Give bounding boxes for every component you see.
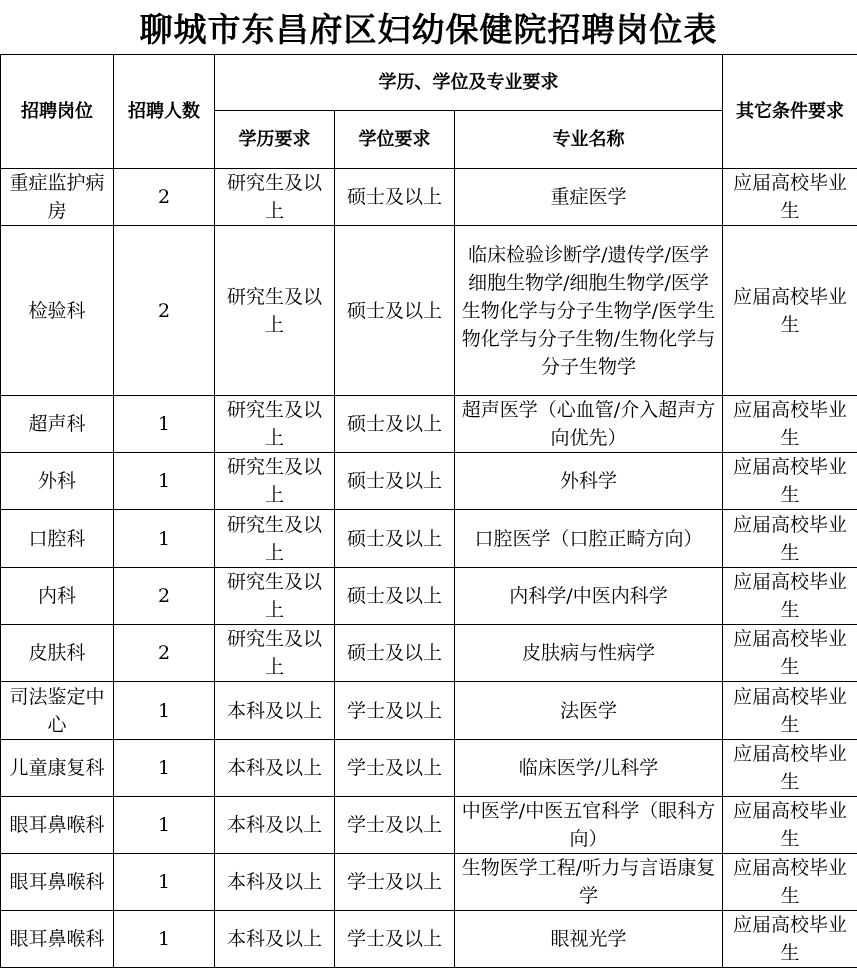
cell-other: 应届高校毕业生	[723, 169, 857, 226]
cell-major: 法医学	[455, 682, 723, 740]
cell-education: 研究生及以上	[215, 169, 335, 226]
cell-position: 口腔科	[1, 510, 114, 568]
table-row	[1, 625, 857, 682]
cell-education: 研究生及以上	[215, 510, 335, 568]
cell-degree: 硕士及以上	[335, 169, 455, 226]
cell-major: 超声医学（心血管/介入超声方向优先）	[455, 396, 723, 453]
cell-education: 研究生及以上	[215, 625, 335, 682]
table-body	[1, 169, 857, 968]
cell-count: 2	[114, 169, 215, 226]
header-count: 招聘人数	[114, 55, 215, 169]
cell-position: 眼耳鼻喉科	[1, 797, 114, 854]
table-row	[1, 226, 857, 396]
cell-count: 2	[114, 568, 215, 625]
cell-count: 1	[114, 740, 215, 797]
cell-other: 应届高校毕业生	[723, 226, 857, 396]
cell-degree: 硕士及以上	[335, 453, 455, 510]
cell-count: 2	[114, 226, 215, 396]
table-row	[1, 682, 857, 740]
cell-position: 儿童康复科	[1, 740, 114, 797]
cell-major: 口腔医学（口腔正畸方向）	[455, 510, 723, 568]
header-degree: 学位要求	[335, 111, 455, 169]
cell-major: 生物医学工程/听力与言语康复学	[455, 854, 723, 911]
cell-count: 2	[114, 625, 215, 682]
cell-degree: 硕士及以上	[335, 226, 455, 396]
table-row	[1, 568, 857, 625]
cell-major: 眼视光学	[455, 911, 723, 968]
cell-position: 眼耳鼻喉科	[1, 911, 114, 968]
cell-other: 应届高校毕业生	[723, 682, 857, 740]
cell-degree: 硕士及以上	[335, 625, 455, 682]
cell-count: 1	[114, 396, 215, 453]
header-requirements-group: 学历、学位及专业要求	[215, 55, 723, 111]
table-row	[1, 510, 857, 568]
cell-education: 本科及以上	[215, 911, 335, 968]
cell-education: 研究生及以上	[215, 568, 335, 625]
cell-degree: 硕士及以上	[335, 568, 455, 625]
cell-education: 研究生及以上	[215, 396, 335, 453]
cell-count: 1	[114, 797, 215, 854]
cell-degree: 硕士及以上	[335, 510, 455, 568]
cell-other: 应届高校毕业生	[723, 740, 857, 797]
table-row	[1, 396, 857, 453]
cell-other: 应届高校毕业生	[723, 453, 857, 510]
header-education: 学历要求	[215, 111, 335, 169]
cell-count: 1	[114, 453, 215, 510]
table-row	[1, 453, 857, 510]
cell-education: 研究生及以上	[215, 453, 335, 510]
cell-position: 超声科	[1, 396, 114, 453]
table-row	[1, 740, 857, 797]
table-row	[1, 911, 857, 968]
table-row	[1, 854, 857, 911]
cell-position: 眼耳鼻喉科	[1, 854, 114, 911]
cell-other: 应届高校毕业生	[723, 510, 857, 568]
cell-major: 临床医学/儿科学	[455, 740, 723, 797]
cell-other: 应届高校毕业生	[723, 625, 857, 682]
cell-major: 中医学/中医五官科学（眼科方向）	[455, 797, 723, 854]
cell-position: 外科	[1, 453, 114, 510]
cell-degree: 学士及以上	[335, 854, 455, 911]
header-position: 招聘岗位	[1, 55, 114, 169]
cell-position: 内科	[1, 568, 114, 625]
cell-education: 本科及以上	[215, 854, 335, 911]
cell-count: 1	[114, 911, 215, 968]
table-row	[1, 169, 857, 226]
cell-major: 重症医学	[455, 169, 723, 226]
cell-count: 1	[114, 510, 215, 568]
header-other: 其它条件要求	[723, 55, 857, 169]
cell-major: 皮肤病与性病学	[455, 625, 723, 682]
cell-position: 皮肤科	[1, 625, 114, 682]
header-major: 专业名称	[455, 111, 723, 169]
table-row	[1, 797, 857, 854]
cell-count: 1	[114, 682, 215, 740]
cell-degree: 学士及以上	[335, 682, 455, 740]
cell-education: 本科及以上	[215, 682, 335, 740]
cell-other: 应届高校毕业生	[723, 568, 857, 625]
cell-degree: 学士及以上	[335, 740, 455, 797]
cell-position: 司法鉴定中心	[1, 682, 114, 740]
cell-position: 检验科	[1, 226, 114, 396]
cell-degree: 学士及以上	[335, 797, 455, 854]
cell-position: 重症监护病房	[1, 169, 114, 226]
cell-count: 1	[114, 854, 215, 911]
recruitment-table	[0, 54, 857, 968]
page-title: 聊城市东昌府区妇幼保健院招聘岗位表	[139, 9, 718, 49]
cell-other: 应届高校毕业生	[723, 911, 857, 968]
cell-other: 应届高校毕业生	[723, 396, 857, 453]
cell-major: 临床检验诊断学/遗传学/医学细胞生物学/细胞生物学/医学生物化学与分子生物学/医学生物化学与分子生物/生物化学与分子生物学	[455, 226, 723, 396]
cell-major: 外科学	[455, 453, 723, 510]
cell-education: 本科及以上	[215, 740, 335, 797]
cell-degree: 硕士及以上	[335, 396, 455, 453]
cell-degree: 学士及以上	[335, 911, 455, 968]
cell-other: 应届高校毕业生	[723, 854, 857, 911]
cell-other: 应届高校毕业生	[723, 797, 857, 854]
cell-education: 本科及以上	[215, 797, 335, 854]
cell-major: 内科学/中医内科学	[455, 568, 723, 625]
cell-education: 研究生及以上	[215, 226, 335, 396]
